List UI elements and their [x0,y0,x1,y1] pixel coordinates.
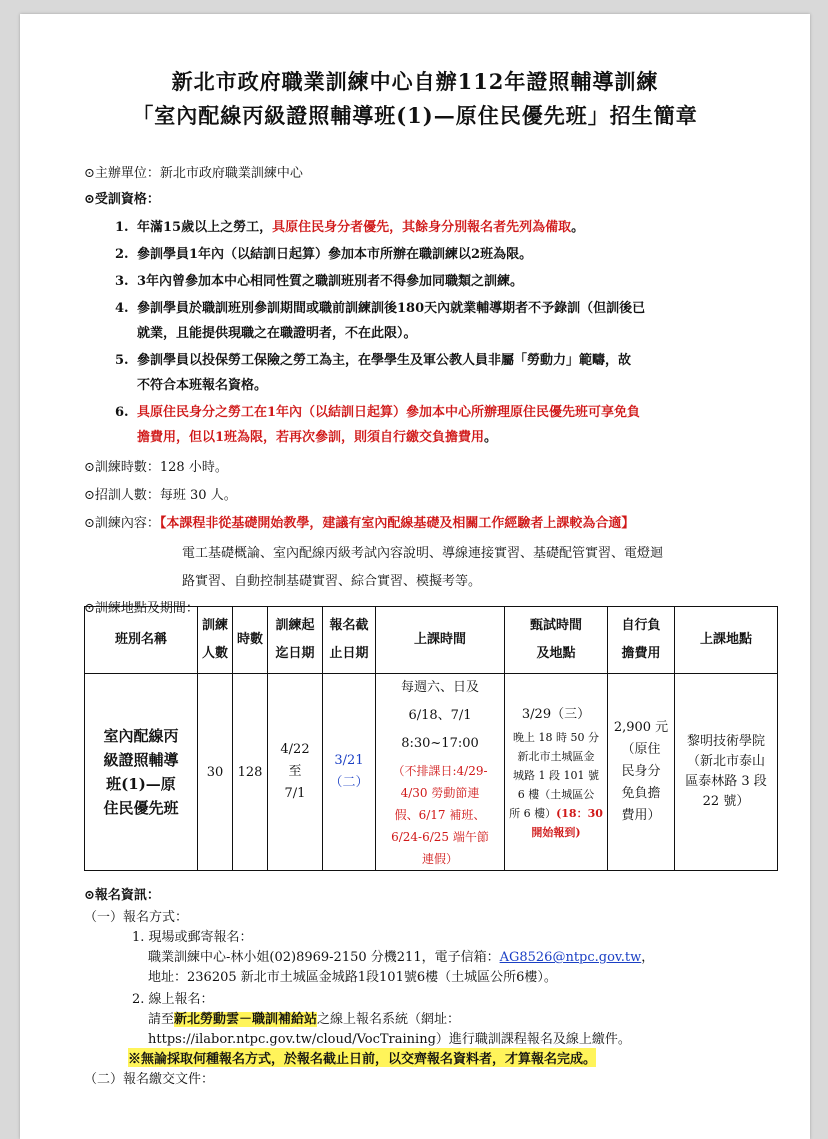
registration-notice: ※無論採取何種報名方式，於報名截止日前，以交齊報名資料者，才算報名完成。 [128,1048,596,1067]
online-site-name: 新北勞動雲－職訓補給站 [174,1012,318,1027]
schedule-table [84,606,778,871]
header-exam: 甄試時間 及地點 [505,607,608,674]
cell-exam: 3/29（三） 晚上 18 時 50 分 新北市土城區金 城路 1 段 101 號 6 樓（土城區公 所 6 樓）(18：30 開始報到) [505,674,608,871]
cell-hours: 128 [233,674,268,871]
qualification-item-4: 4. 參訓學員於職訓班別參訓期間或職前訓練訓後180天內就業輔導期者不予錄訓（但訓後已 [115,301,646,316]
header-deadline: 報名截 止日期 [323,607,376,674]
qualification-item-1: 1. 年滿15歲以上之勞工，具原住民身分者優先，其餘身分別報名者先列為備取。 [115,220,585,235]
method-1-contact: 職業訓練中心-林小姐(02)8969-2150 分機211，電子信箱：AG8526@ntpc.gov.tw， [148,950,655,965]
qualification-item-6-cont: 擔費用，但以1班為限，若再次參訓，則須自行繳交負擔費用。 [137,430,498,445]
header-venue: 上課地點 [675,607,778,674]
header-schedule: 上課時間 [376,607,505,674]
training-hours: ⊙訓練時數：128 小時。 [84,460,228,475]
qualification-item-5-cont: 不符合本班報名資格。 [137,378,268,393]
cell-fee: 2,900 元 （原住 民身分 免負擔 費用） [608,674,675,871]
cell-deadline: 3/21 （二） [323,674,376,871]
enrollment-count: ⊙招訓人數：每班 30 人。 [84,488,237,503]
document-title-line1: 新北市政府職業訓練中心自辦112年證照輔導訓練 [171,69,659,94]
table-header-row [85,607,778,674]
registration-heading: ⊙報名資訊： [84,888,160,903]
table-row [85,674,778,871]
qualification-item-2: 2. 參訓學員1年內（以結訓日起算）參加本市所辦在職訓練以2班為限。 [115,247,533,262]
document-title-line2: 「室內配線丙級證照輔導班(1)—原住民優先班」招生簡章 [132,103,698,128]
method-2-instructions: 請至新北勞動雲－職訓補給站之線上報名系統（網址： [148,1012,461,1027]
qualification-item-6: 6. 具原住民身分之勞工在1年內（以結訓日起算）參加本中心所辦理原住民優先班可享免負 [115,405,641,420]
registration-method-heading: （一）報名方式： [84,910,189,925]
contact-email-link[interactable]: AG8526@ntpc.gov.tw [499,950,642,965]
qualification-item-5: 5. 參訓學員以投保勞工保險之勞工為主，在學學生及軍公教人員非屬「勞動力」範疇，故 [115,353,632,368]
organizer: ⊙主辦單位：新北市政府職業訓練中心 [84,166,303,181]
cell-people: 30 [198,674,233,871]
location-heading: ⊙訓練地點及期間： [84,601,199,616]
method-2-url: https://ilabor.ntpc.gov.tw/cloud/VocTraining）進行職訓課程報名及線上繳件。 [148,1032,631,1047]
cell-venue: 黎明技術學院 （新北市泰山 區泰林路 3 段 22 號） [675,674,778,871]
header-hours: 時數 [233,607,268,674]
method-1-title: 1. 現場或郵寄報名： [132,930,253,945]
header-period: 訓練起 迄日期 [268,607,323,674]
training-content-line1: 電工基礎概論、室內配線丙級考試內容說明、導線連接實習、基礎配管實習、電燈迴 [182,546,664,561]
registration-docs-heading: （二）報名繳交文件： [84,1072,215,1087]
training-content-line2: 路實習、自動控制基礎實習、綜合實習、模擬考等。 [182,574,482,589]
training-content: ⊙訓練內容：【本課程非從基礎開始教學，建議有室內配線基礎及相關工作經驗者上課較為合適】 [84,516,635,531]
header-people: 訓練 人數 [198,607,233,674]
header-fee: 自行負 擔費用 [608,607,675,674]
header-class: 班別名稱 [85,607,198,674]
method-1-address: 地址：236205 新北市土城區金城路1段101號6樓（土城區公所6樓）。 [148,970,557,985]
qualification-item-3: 3. 3年內曾參加本中心相同性質之職訓班別者不得參加同職類之訓練。 [115,274,524,289]
cell-schedule: 每週六、日及 6/18、7/1 8:30~17:00 （不排課日:4/29- 4/30 勞動節連 假、6/17 補班、 6/24-6/25 端午節 連假） [376,674,505,871]
cell-class: 室內配線丙 級證照輔導 班(1)—原 住民優先班 [85,674,198,871]
qualification-heading: ⊙受訓資格： [84,192,160,207]
method-2-title: 2. 線上報名： [132,992,214,1007]
cell-period: 4/22 至 7/1 [268,674,323,871]
document-page [20,14,810,1139]
qualification-item-4-cont: 就業，且能提供現職之在職證明者，不在此限）。 [137,326,417,341]
